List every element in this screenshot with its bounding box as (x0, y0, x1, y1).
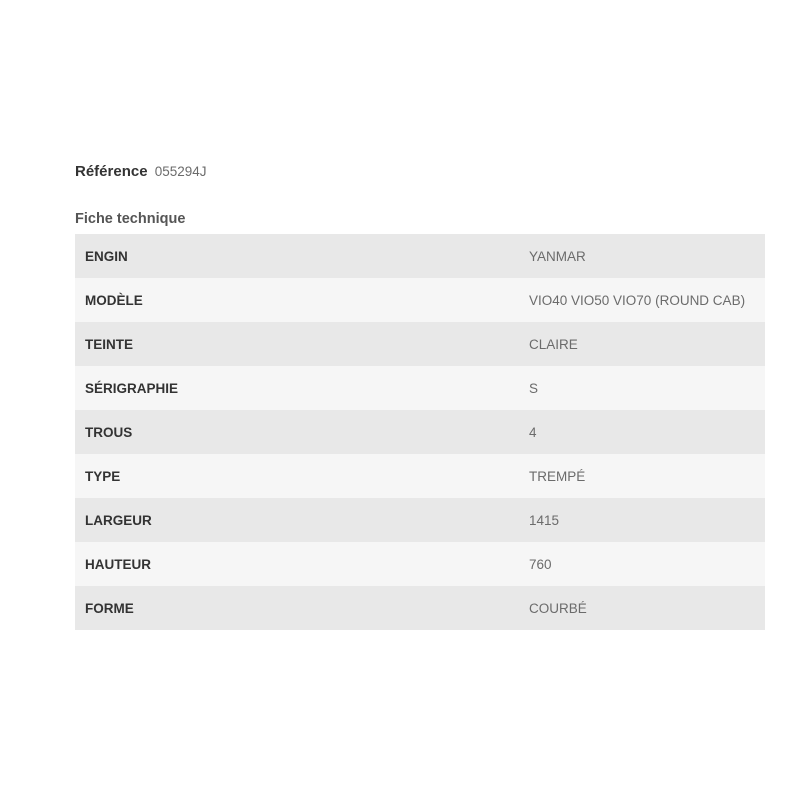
product-details (75, 160, 765, 630)
spec-value: CLAIRE (529, 336, 578, 352)
spec-value: S (529, 380, 539, 396)
table-row (75, 454, 765, 498)
spec-key: TROUS (85, 424, 133, 440)
spec-value: 760 (529, 556, 552, 572)
spec-key: TYPE (85, 468, 121, 484)
table-row (75, 542, 765, 586)
reference-value: 055294J (154, 164, 207, 179)
table-row (75, 498, 765, 542)
datasheet-title: Fiche technique (75, 211, 186, 227)
spec-key: FORME (85, 600, 134, 616)
table-row (75, 234, 765, 278)
spec-value: 4 (529, 424, 537, 440)
spec-value: COURBÉ (529, 600, 587, 616)
spec-value: TREMPÉ (529, 468, 586, 484)
reference-label: Référence (75, 163, 148, 180)
spec-value: VIO40 VIO50 VIO70 (ROUND CAB) (529, 292, 746, 308)
spec-value: YANMAR (529, 248, 586, 264)
spec-key: MODÈLE (85, 292, 143, 308)
table-row (75, 410, 765, 454)
spec-key: ENGIN (85, 248, 128, 264)
spec-value: 1415 (529, 512, 560, 528)
reference-line (75, 160, 765, 184)
spec-key: HAUTEUR (85, 556, 151, 572)
spec-key: SÉRIGRAPHIE (85, 380, 179, 396)
table-row (75, 322, 765, 366)
table-row (75, 366, 765, 410)
datasheet-table (75, 234, 765, 630)
table-row (75, 586, 765, 630)
spec-key: TEINTE (85, 336, 134, 352)
spec-key: LARGEUR (85, 512, 152, 528)
table-row (75, 278, 765, 322)
